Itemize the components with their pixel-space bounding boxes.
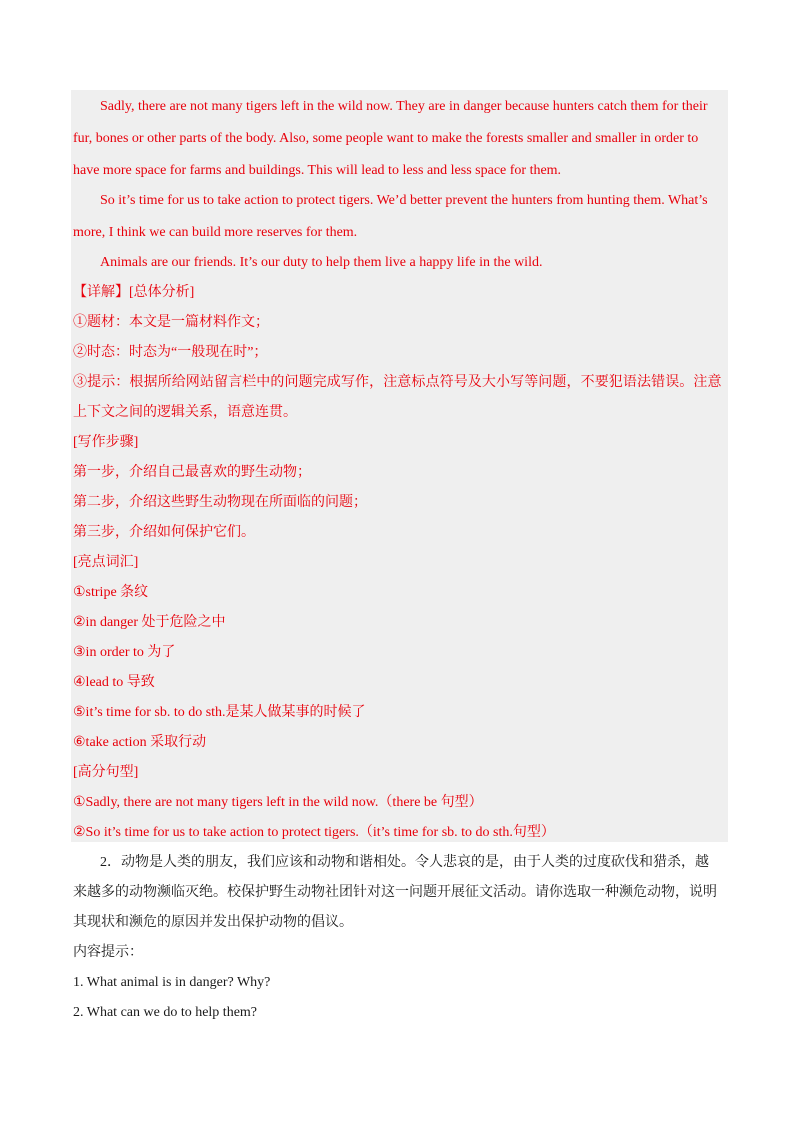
- hint-heading: 内容提示：: [73, 945, 143, 960]
- analysis-heading: 【详解】[总体分析]: [73, 285, 195, 300]
- question-2-line-3: 其现状和濒危的原因并发出保护动物的倡议。: [73, 915, 353, 930]
- vocab-item: ③in order to 为了: [73, 645, 176, 660]
- vocab-item: ②in danger 处于危险之中: [73, 615, 226, 630]
- essay-paragraph-3-line-1: Animals are our friends. It’s our duty to help them live a happy life in the wild.: [100, 255, 543, 270]
- vocab-item: ⑥take action 采取行动: [73, 735, 207, 750]
- vocab-item: ⑤it’s time for sb. to do sth.是某人做某事的时候了: [73, 705, 366, 720]
- sentence-item-2: ②So it’s time for us to take action to protect tigers.（it’s time for sb. to do sth.句型）: [73, 825, 555, 840]
- essay-paragraph-1-line-3: have more space for farms and buildings. This will lead to less and less space for them.: [73, 163, 562, 178]
- sentences-heading: [高分句型]: [73, 765, 139, 780]
- essay-paragraph-1-line-1: Sadly, there are not many tigers left in the wild now. They are in danger because hunters catch them for their: [100, 99, 708, 114]
- vocab-item: ①stripe 条纹: [73, 585, 149, 600]
- vocab-item: ④lead to 导致: [73, 675, 155, 690]
- analysis-item-3-line-2: 上下文之间的逻辑关系，语意连贯。: [73, 405, 297, 420]
- question-2-line-1: 2．动物是人类的朋友，我们应该和动物和谐相处。令人悲哀的是，由于人类的过度砍伐和猎杀，越: [100, 855, 709, 870]
- step-1: 第一步，介绍自己最喜欢的野生动物；: [73, 465, 311, 480]
- question-2-line-2: 来越多的动物濒临灭绝。校保护野生动物社团针对这一问题开展征文活动。请你选取一种濒危动物，说明: [73, 885, 717, 900]
- hint-item-1: 1. What animal is in danger? Why?: [73, 975, 271, 990]
- hint-item-2: 2. What can we do to help them?: [73, 1005, 258, 1020]
- steps-heading: [写作步骤]: [73, 435, 139, 450]
- essay-paragraph-1-line-2: fur, bones or other parts of the body. Also, some people want to make the forests smaller and smaller in order to: [73, 131, 699, 146]
- analysis-item-2: ②时态：时态为“一般现在时”；: [73, 345, 268, 360]
- vocab-heading: [亮点词汇]: [73, 555, 139, 570]
- analysis-item-3-line-1: ③提示：根据所给网站留言栏中的问题完成写作，注意标点符号及大小写等问题，不要犯语法错误。注意: [73, 375, 722, 390]
- essay-paragraph-2-line-2: more, I think we can build more reserves for them.: [73, 225, 358, 240]
- sentence-item-1: ①Sadly, there are not many tigers left in the wild now.（there be 句型）: [73, 795, 483, 810]
- step-2: 第二步，介绍这些野生动物现在所面临的问题；: [73, 495, 367, 510]
- analysis-item-1: ①题材：本文是一篇材料作文；: [73, 315, 269, 330]
- essay-paragraph-2-line-1: So it’s time for us to take action to protect tigers. We’d better prevent the hunters from hunting them. What’s: [100, 193, 708, 208]
- step-3: 第三步，介绍如何保护它们。: [73, 525, 255, 540]
